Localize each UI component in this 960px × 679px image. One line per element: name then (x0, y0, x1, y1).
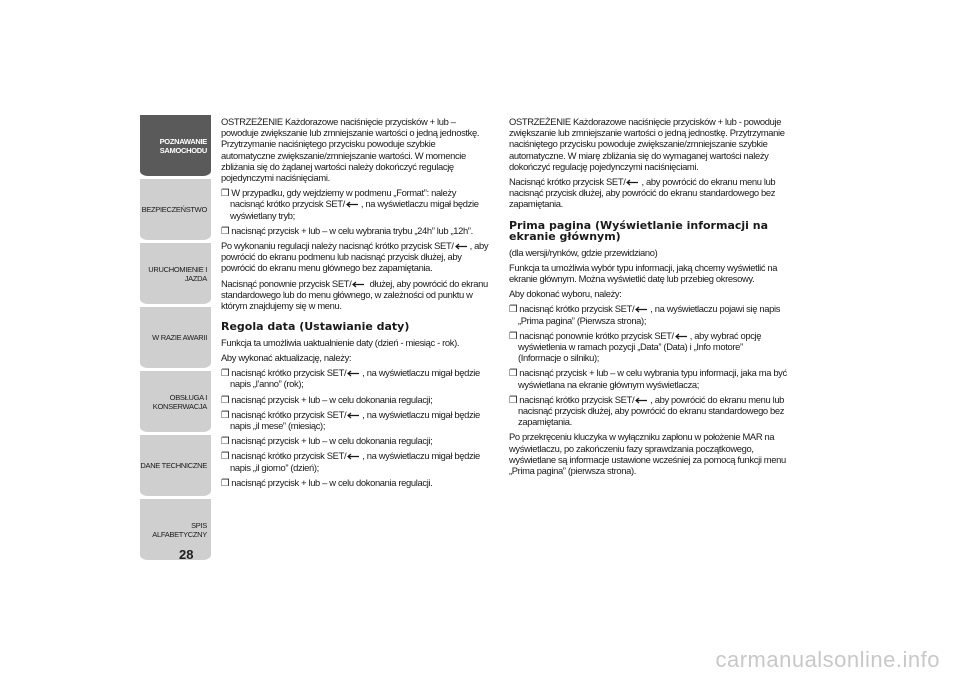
tab-poznawanie-samochodu[interactable] (140, 115, 211, 179)
tab-bezpieczenstwo[interactable] (140, 179, 211, 243)
section-heading: Prima pagina (Wyświetlanie informacji na ekranie głównym) (509, 218, 769, 244)
page-number: 28 (179, 547, 194, 562)
paragraph: Aby wykonać aktualizację, należy: (221, 351, 352, 363)
list-item (509, 394, 787, 428)
tab-label: SPIS ALFABETYCZNY (152, 520, 207, 539)
list-item: ❒ nacisnąć przycisk + lub – w celu dokonania regulacji; (221, 393, 433, 405)
bullet-text: , aby wybrać opcję wyświetlenia w ramach pozycji „Data” (Data) i „Info motore” (Informacje o silniku); (518, 329, 762, 364)
bullet-text: ❒ nacisnąć krótko przycisk SET/ (221, 367, 347, 379)
right-column (509, 116, 787, 480)
list-item: ❒ nacisnąć przycisk + lub – w celu dokonania regulacji. (221, 476, 433, 488)
set-esc-arrow-icon (346, 370, 362, 377)
bullet-text: , na wyświetlaczu pojawi się napis „Prima pagina” (Pierwsza strona); (518, 303, 781, 326)
tab-spis-alfabetyczny[interactable] (140, 499, 211, 563)
bullet-text: ❒ nacisnąć ponownie krótko przycisk SET/ (509, 329, 674, 341)
section-heading: Regola data (Ustawianie daty) (221, 320, 410, 334)
list-item (221, 187, 491, 221)
bullet-text: , aby powrócić do ekranu menu lub nacisnąć przycisk dłużej, aby powrócić do ekranu standardowego bez zapamiętania. (518, 393, 785, 428)
set-esc-arrow-icon (634, 306, 650, 313)
watermark: carmanualsonline.info (715, 647, 940, 672)
list-item: ❒ nacisnąć przycisk + lub – w celu wybrania trybu „24h” lub „12h”. (221, 224, 473, 236)
tab-label: OBSŁUGA I KONSERWACJA (152, 392, 207, 411)
list-item (221, 409, 491, 431)
paragraph-text: dłużej, aby powrócić do ekranu standardowego lub do menu głównego, w zależności od punktu w którym znajdujemy się w menu. (221, 277, 488, 312)
list-item (509, 330, 787, 364)
bullet-text: , na wyświetlaczu migał będzie napis „l’anno” (rok); (230, 367, 480, 390)
list-item (221, 450, 491, 472)
paragraph: Funkcja ta umożliwia uaktualnienie daty (dzień - miesiąc - rok). (221, 336, 460, 348)
list-item (509, 303, 787, 325)
tab-label: DANE TECHNICZNE (140, 461, 207, 470)
paragraph: Aby dokonać wyboru, należy: (509, 288, 622, 300)
paragraph-text: , aby powrócić do ekranu podmenu lub nacisnąć przycisk dłużej, aby powrócić do ekranu menu głównego bez zapamiętania. (221, 240, 489, 274)
tab-dane-techniczne[interactable] (140, 435, 211, 499)
bullet-text: ❒ nacisnąć krótko przycisk SET/ (221, 450, 347, 462)
set-esc-arrow-icon (346, 453, 362, 460)
set-esc-arrow-icon (345, 201, 361, 208)
set-esc-arrow-icon (634, 397, 650, 404)
paragraph (509, 176, 787, 210)
subtitle: (dla wersji/rynków, gdzie przewidziano) (509, 246, 658, 258)
bullet-text: ❒ nacisnąć krótko przycisk SET/ (509, 303, 635, 315)
bullet-text: ❒ nacisnąć krótko przycisk SET/ (509, 393, 635, 405)
set-esc-arrow-icon (674, 333, 690, 340)
paragraph: Po przekręceniu kluczyka w wyłączniku zapłonu w położenie MAR na wyświetlaczu, po zakończeniu fazy sprawdzania początkowego, wyświetlane są informacje ustawione wcześniej za pomocą funkcji menu „Prima pagina” (pierwsza strona). (509, 431, 786, 477)
tab-label: W RAZIE AWARII (152, 333, 207, 342)
paragraph-text: Nacisnąć ponownie przycisk SET/ (221, 277, 352, 289)
bullet-text: , na wyświetlaczu migał będzie napis „il mese” (miesiąc); (230, 408, 480, 431)
bullet-text: ❒ nacisnąć krótko przycisk SET/ (221, 408, 347, 420)
tab-uruchomienie-i-jazda[interactable] (140, 243, 211, 307)
paragraph (221, 278, 491, 312)
tab-label: URUCHOMIENIE I JAZDA (148, 264, 207, 283)
warning-paragraph: OSTRZEŻENIE Każdorazowe naciśnięcie przycisków + lub – powoduje zwiększanie lub zmniejszanie wartości o jedną jednostkę. Przytrzymanie naciśniętego przycisku powoduje szybkie automatyczne zwiększanie/zmniejszanie wartości. W momencie zbliżania się do żądanej wartości należy dokończyć regulację pojedynczymi naciśnięciami. (221, 116, 480, 184)
tab-label: POZNAWANIE SAMOCHODU (159, 136, 207, 155)
set-esc-arrow-icon (351, 281, 367, 288)
paragraph-text: Nacisnąć krótko przycisk SET/ (509, 176, 626, 188)
paragraph-text: , aby powrócić do ekranu menu lub nacisnąć przycisk dłużej, aby powrócić do ekranu standardowego bez zapamiętania. (509, 176, 776, 210)
paragraph: Funkcja ta umożliwia wybór typu informacji, jaką chcemy wyświetlić na ekranie głównym. Można wyświetlić datę lub przebieg okresowy. (509, 261, 778, 285)
bullet-text: ❒ W przypadku, gdy wejdziemy w podmenu „Format”: należy nacisnąć krótko przycisk SET/ (221, 187, 457, 210)
set-esc-arrow-icon (454, 243, 470, 250)
tab-obsluga-i-konserwacja[interactable] (140, 371, 211, 435)
paragraph-text: Po wykonaniu regulacji należy nacisnąć krótko przycisk SET/ (221, 240, 454, 252)
left-column (221, 116, 491, 492)
warning-paragraph: OSTRZEŻENIE Każdorazowe naciśnięcie przycisków + lub - powoduje zwiększanie lub zmniejszanie wartości o jedną jednostkę. Przytrzymanie naciśniętego przycisku powoduje zwiększanie/zmniejszanie szybkie automatyczne. W miarę zbliżania się do wymaganej wartości należy dokończyć regulację pojedynczymi naciśnięciami. (509, 116, 785, 172)
tab-w-razie-awarii[interactable] (140, 307, 211, 371)
bullet-text: , na wyświetlaczu migał będzie wyświetlany tryb; (230, 198, 479, 221)
list-item: ❒ nacisnąć przycisk + lub – w celu dokonania regulacji; (221, 435, 433, 447)
sidebar-tabs (140, 115, 211, 563)
set-esc-arrow-icon (346, 412, 362, 419)
list-item: ❒ nacisnąć przycisk + lub – w celu wybrania typu informacji, jaka ma być wyświetlana na ekranie głównym wyświetlacza; (509, 367, 787, 390)
paragraph (221, 240, 491, 274)
set-esc-arrow-icon (625, 179, 641, 186)
list-item (221, 367, 491, 389)
tab-label: BEZPIECZEŃSTWO (141, 205, 207, 214)
bullet-text: , na wyświetlaczu migał będzie napis „il giorno” (dzień); (230, 450, 480, 473)
